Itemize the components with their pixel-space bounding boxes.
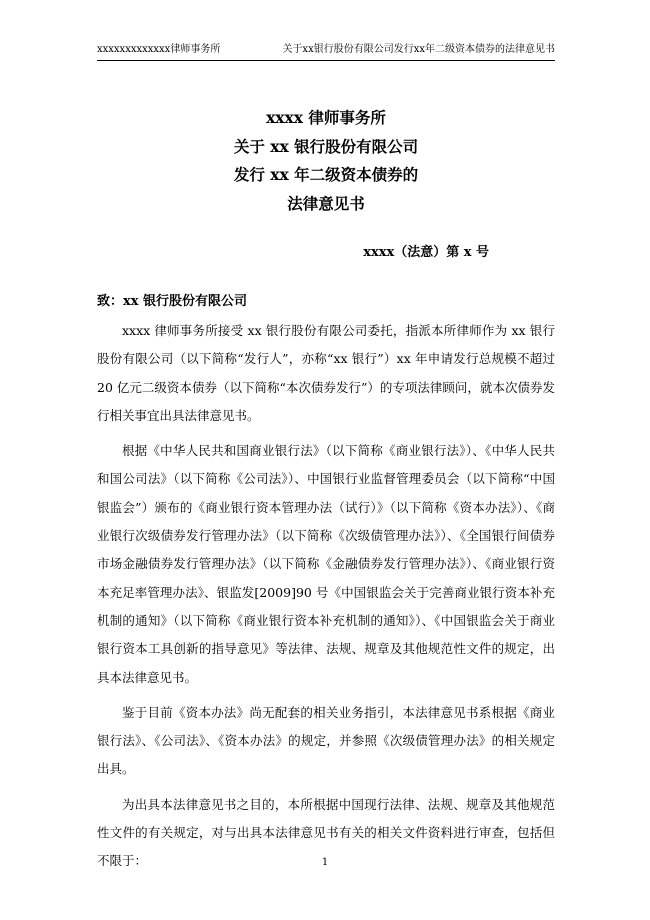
title-line-issuance: 发行 xx 年二级资本债券的 [233,165,419,184]
body-paragraph: 为出具本法律意见书之目的，本所根据中国现行法律、法规、规章及其他规范性文件的有关规定，对与出具本法律意见书有关的相关文件资料进行审查，包括但不限于： [97,796,555,869]
title-line-subject: 关于 xx 银行股份有限公司 [233,136,419,156]
header-firm-name: xxxxxxxxxxxxx律师事务所 [97,44,221,55]
page-number: 1 [321,857,329,868]
document-title [97,104,555,218]
addressee: 致：xx 银行股份有限公司 [97,294,248,309]
header-divider [97,60,555,61]
document-body [97,317,555,883]
body-paragraph: xxxx 律师事务所接受 xx 银行股份有限公司委托，指派本所律师作为 xx 银行股份有限公司（以下简称“发行人”，亦称“xx 银行”）xx 年申请发行总规模不超过 20 亿元二级资本债券（以下简称“本次债券发行”）的专项法律顾问，就本次债券发行相关事宜出具法律意见书。 [97,323,555,423]
body-paragraph: 根据《中华人民共和国商业银行法》（以下简称《商业银行法》）、《中华人民共和国公司法》（以下简称《公司法》）、中国银行业监督管理委员会（以下简称“中国银监会”）颁布的《商业银行资本管理办法（试行）》（以下简称《资本办法》）、《商业银行次级债券发行管理办法》（以下简称《次级债管理办法》）、《全国银行间债券市场金融债券发行管理办法》（以下简称《金融债券发行管理办法》）、《商业银行资本充足率管理办法》、银监发[2009]90 号《中国银监会关于完善商业银行资本补充机制的通知》（以下简称《商业银行资本补充机制的通知》）、《中国银监会关于商业银行资本工具创新的指导意见》等法律、法规、规章及其他规范性文件的规定，出具本法律意见书。 [97,443,555,685]
title-line-opinion: 法律意见书 [287,193,365,213]
running-header [97,42,555,58]
header-document-title: 关于xx银行股份有限公司发行xx年二级资本债券的法律意见书 [282,44,555,55]
document-number: xxxx（法意）第 x 号 [363,245,489,260]
title-line-firm: xxxx 律师事务所 [266,108,386,127]
body-paragraph: 鉴于目前《资本办法》尚无配套的相关业务指引，本法律意见书系根据《商业银行法》、《公司法》、《资本办法》的规定，并参照《次级债管理办法》的相关规定出具。 [97,704,555,777]
